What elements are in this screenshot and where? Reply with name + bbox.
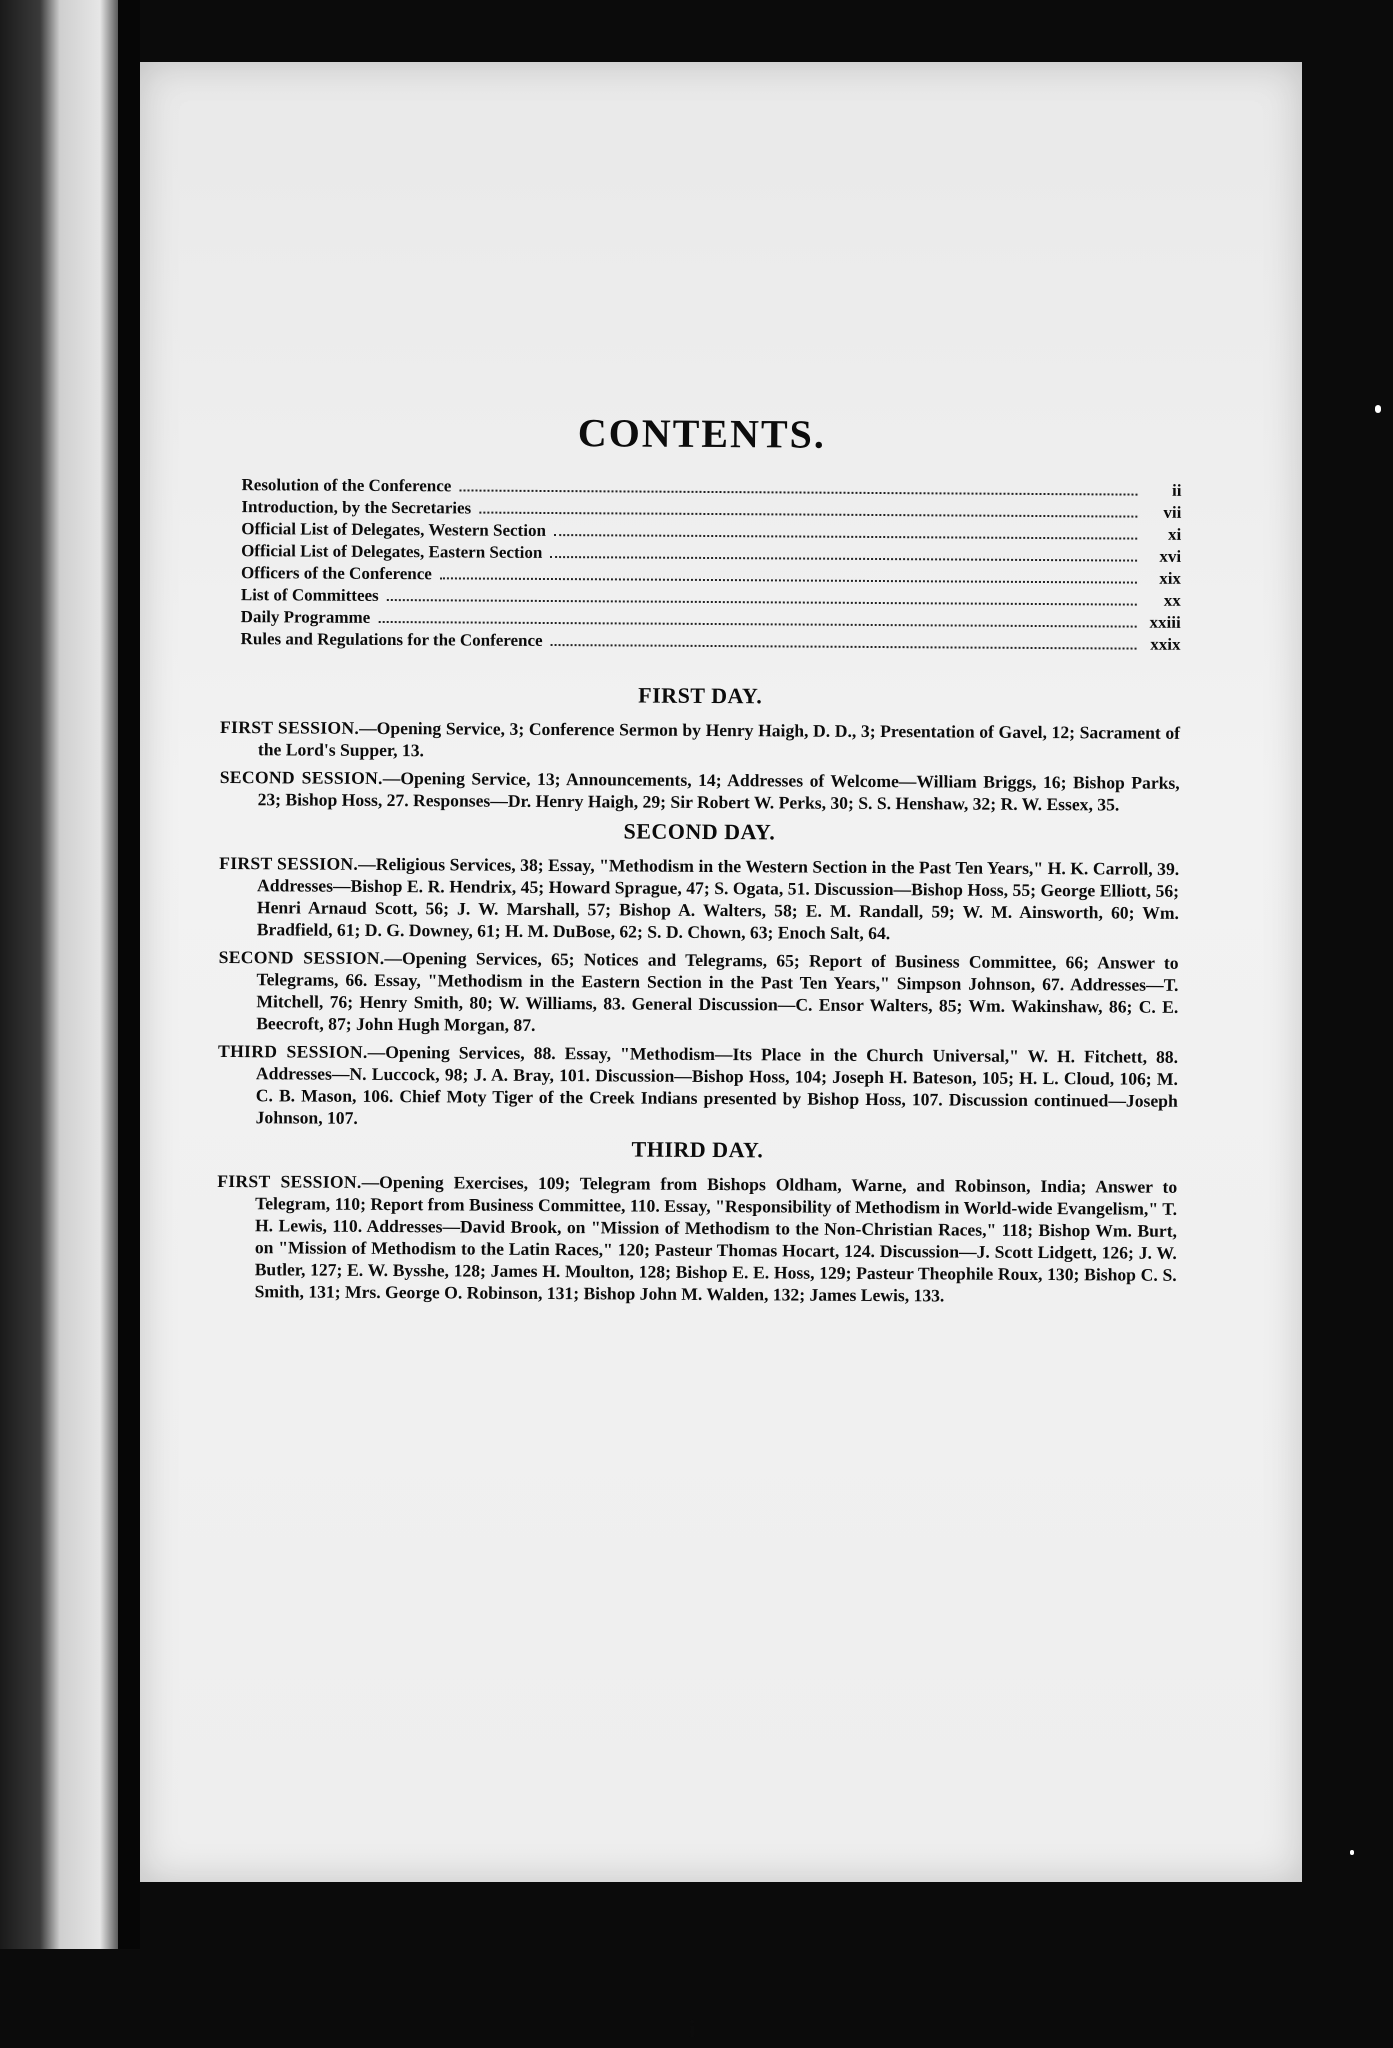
leader-dots bbox=[387, 599, 1137, 606]
day-heading: FIRST DAY. bbox=[638, 682, 763, 709]
toc-entry-page: xxix bbox=[1150, 634, 1181, 654]
toc-entry-label: List of Committees bbox=[240, 585, 379, 605]
toc-entry-page: ii bbox=[1171, 480, 1182, 500]
session-name: FIRST SESSION. bbox=[219, 852, 359, 874]
session-entry bbox=[220, 766, 1180, 816]
session-name: THIRD SESSION. bbox=[218, 1040, 368, 1062]
toc-entry-page: xix bbox=[1159, 568, 1182, 588]
toc-entry-label: Official List of Delegates, Western Section bbox=[241, 519, 546, 540]
session-name: FIRST SESSION. bbox=[217, 1170, 362, 1192]
leader-dots bbox=[440, 577, 1137, 583]
leader-dots bbox=[479, 512, 1137, 518]
leader-dots bbox=[378, 621, 1136, 628]
session-entry bbox=[218, 946, 1179, 1040]
toc-entry-label: Daily Programme bbox=[240, 607, 371, 627]
contents-body bbox=[216, 407, 1182, 2044]
toc-list bbox=[221, 474, 1182, 656]
toc-entry-page: vii bbox=[1163, 502, 1182, 522]
leader-dots bbox=[551, 644, 1137, 650]
toc-entry-page: xvi bbox=[1159, 546, 1182, 566]
toc-entry-page: xi bbox=[1167, 524, 1182, 544]
leader-dots bbox=[554, 534, 1137, 540]
toc-entry-label: Introduction, by the Secretaries bbox=[241, 497, 472, 518]
leader-dots bbox=[459, 489, 1137, 495]
day-heading: SECOND DAY. bbox=[623, 818, 776, 845]
scan-speck bbox=[1375, 405, 1381, 413]
session-text: —Opening Services, 88. Essay, "Methodism—Its Place in the Church Universal," W. H. Fitchett, 88. Addresses—N. Luccock, 98; J. A. Bray, 101. Discussion—Bishop Hoss, 104; Joseph H. Bateson, 105; H. L. Cloud, 106; M. C. B. Mason, 106. Chief Moty Tiger of the Creek Indians presented by Bishop Hoss, 107. Discussion continued—Joseph Johnson, 107. bbox=[255, 1041, 1179, 1128]
scan-speck bbox=[1350, 1850, 1354, 1855]
toc-entry bbox=[241, 628, 1181, 656]
left-page-edge bbox=[0, 0, 122, 1949]
session-text: —Opening Exercises, 109; Telegram from Bishops Oldham, Warne, and Robinson, India; Answer to Telegram, 110; Report from Business Committee, 110. Essay, "Responsibility of Methodism in World-wide Evangelism," T. H. Lewis, 110. Addresses—David Brook, on "Mission of Methodism to the Non-Christian Races," 118; Bishop Wm. Burt, on "Mission of Methodism to the Latin Races," 120; Pasteur Thomas Hocart, 124. Discussion—J. Scott Lidgett, 126; J. W. Butler, 127; E. W. Bysshe, 128; James H. Moulton, 128; Bishop E. E. Hoss, 129; Pasteur Theophile Roux, 130; Bishop C. S. Smith, 131; Mrs. George O. Robinson, 131; Bishop John M. Walden, 132; James Lewis, 133. bbox=[254, 1171, 1178, 1306]
session-text: —Opening Service, 13; Announcements, 14; Addresses of Welcome—William Briggs, 16; Bishop Parks, 23; Bishop Hoss, 27. Responses—Dr. Henry Haigh, 29; Sir Robert W. Perks, 30; S. S. Henshaw, 32; R. W. Essex, 35. bbox=[257, 767, 1180, 815]
toc-entry-label: Officers of the Conference bbox=[240, 563, 432, 584]
session-text: —Religious Services, 38; Essay, "Methodism in the Western Section in the Past Ten Years," H. K. Carroll, 39. Addresses—Bishop E. R. Hendrix, 45; Howard Sprague, 47; S. Ogata, 51. Discussion—Bishop Hoss, 55; George Elliott, 56; Henri Arnaud Scott, 56; J. W. Marshall, 57; Bishop A. Walters, 58; E. M. Randall, 59; W. M. Ainsworth, 60; Wm. Bradfield, 61; D. G. Downey, 61; H. M. DuBose, 62; S. D. Chown, 63; Enoch Salt, 64. bbox=[256, 853, 1180, 944]
toc-entry-page: xx bbox=[1163, 590, 1181, 610]
toc-entry-label: Resolution of the Conference bbox=[241, 475, 452, 496]
toc-entry-label: Rules and Regulations for the Conference bbox=[240, 629, 543, 650]
session-text: —Opening Service, 3; Conference Sermon by Henry Haigh, D. D., 3; Presentation of Gavel, 12; Sacrament of the Lord's Supper, 13. bbox=[257, 717, 1181, 761]
page-number: i bbox=[688, 2014, 696, 2044]
session-entry bbox=[219, 852, 1180, 946]
session-name: SECOND SESSION. bbox=[219, 766, 383, 788]
book-spine bbox=[118, 0, 140, 1949]
toc-entry-label: Official List of Delegates, Eastern Section bbox=[241, 541, 543, 562]
toc-entry-page: xxiii bbox=[1149, 612, 1181, 632]
session-entry bbox=[220, 716, 1180, 766]
scanned-page bbox=[140, 62, 1302, 2044]
page-title: CONTENTS. bbox=[577, 410, 827, 457]
session-name: SECOND SESSION. bbox=[218, 946, 385, 969]
session-entry bbox=[218, 1040, 1179, 1134]
day-heading: THIRD DAY. bbox=[631, 1136, 764, 1163]
session-name: FIRST SESSION. bbox=[219, 716, 360, 738]
session-text: —Opening Services, 65; Notices and Telegrams, 65; Report of Business Committee, 66; Answer to Telegrams, 66. Essay, "Methodism in the Eastern Section in the Past Ten Years," Simpson Johnson, 67. Addresses—T. Mitchell, 76; Henry Smith, 80; W. Williams, 83. General Discussion—C. Ensor Walters, 85; Wm. Wakinshaw, 86; C. E. Beecroft, 87; John Hugh Morgan, 87. bbox=[256, 948, 1179, 1035]
session-entry bbox=[217, 1170, 1178, 1308]
leader-dots bbox=[550, 556, 1137, 562]
